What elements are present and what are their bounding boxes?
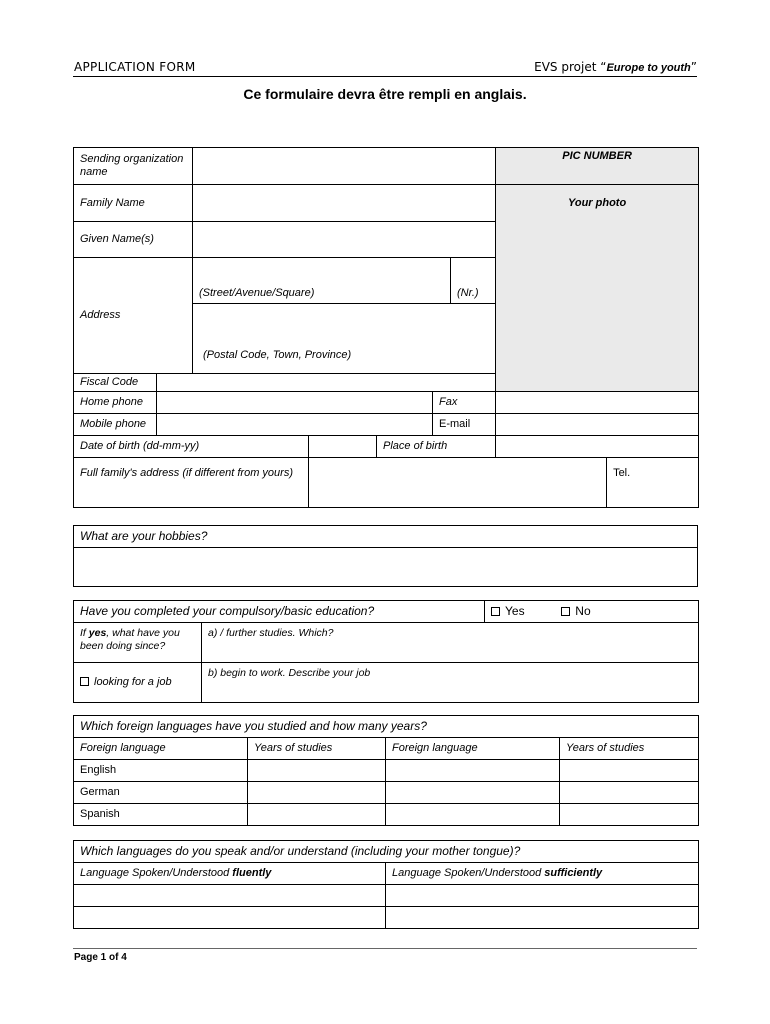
personal-data-table	[73, 147, 699, 508]
option-looking-job[interactable]: looking for a job	[74, 663, 202, 703]
input-years-english[interactable]	[248, 760, 386, 782]
label-dob: Date of birth (dd-mm-yy)	[74, 436, 309, 458]
photo-box[interactable]: Your photo	[496, 185, 699, 392]
input-work[interactable]: b) begin to work. Describe your job	[202, 663, 699, 703]
input-given-names[interactable]	[193, 222, 496, 258]
label-mobile-phone: Mobile phone	[74, 414, 157, 436]
education-yes-no	[485, 601, 699, 623]
input-sufficient-1[interactable]	[386, 885, 699, 907]
input-language-extra-1[interactable]	[386, 760, 560, 782]
input-language-extra-2[interactable]	[386, 782, 560, 804]
page-number: Page 1 of 4	[74, 952, 127, 963]
input-sufficient-2[interactable]	[386, 907, 699, 929]
col-fluently: Language Spoken/Understood fluently	[74, 863, 386, 885]
input-years-german[interactable]	[248, 782, 386, 804]
checkbox-yes[interactable]: Yes	[491, 604, 525, 618]
input-email[interactable]	[496, 414, 699, 436]
input-postal[interactable]: (Postal Code, Town, Province)	[193, 304, 496, 374]
input-street[interactable]: (Street/Avenue/Square)	[193, 258, 451, 304]
hobbies-table	[73, 525, 698, 587]
label-home-phone: Home phone	[74, 392, 157, 414]
label-sending-org: Sending organization name	[74, 148, 193, 185]
input-further-studies[interactable]: a) / further studies. Which?	[202, 623, 699, 663]
spoken-question: Which languages do you speak and/or understand (including your mother tongue)?	[74, 841, 699, 863]
label-place-of-birth: Place of birth	[377, 436, 496, 458]
language-row-english: English	[74, 760, 248, 782]
input-fluent-1[interactable]	[74, 885, 386, 907]
col-foreign-language-1: Foreign language	[74, 738, 248, 760]
checkbox-no[interactable]: No	[561, 604, 590, 618]
input-dob[interactable]	[309, 436, 377, 458]
input-years-extra-1[interactable]	[560, 760, 699, 782]
footer-divider	[73, 948, 697, 949]
checkbox-yes-icon[interactable]	[491, 607, 500, 616]
input-sending-org[interactable]	[193, 148, 496, 185]
hobbies-question: What are your hobbies?	[74, 526, 698, 548]
foreign-question: Which foreign languages have you studied and how many years?	[74, 716, 699, 738]
input-years-extra-3[interactable]	[560, 804, 699, 826]
input-mobile-phone[interactable]	[157, 414, 433, 436]
input-fiscal-code[interactable]	[157, 374, 496, 392]
checkbox-no-icon[interactable]	[561, 607, 570, 616]
label-address: Address	[74, 258, 193, 374]
pic-number-box[interactable]: PIC NUMBER	[496, 148, 699, 185]
project-label: EVS projet “Europe to youth”	[534, 60, 697, 74]
form-label: APPLICATION FORM	[74, 60, 196, 74]
label-given-names: Given Name(s)	[74, 222, 193, 258]
input-language-extra-3[interactable]	[386, 804, 560, 826]
input-place-of-birth[interactable]	[496, 436, 699, 458]
label-family-name: Family Name	[74, 185, 193, 222]
col-years-2: Years of studies	[560, 738, 699, 760]
input-family-address[interactable]	[309, 458, 607, 508]
input-fax[interactable]	[496, 392, 699, 414]
col-sufficiently: Language Spoken/Understood sufficiently	[386, 863, 699, 885]
input-street-nr[interactable]: (Nr.)	[451, 258, 496, 304]
label-fiscal-code: Fiscal Code	[74, 374, 157, 392]
input-hobbies[interactable]	[74, 548, 698, 587]
col-foreign-language-2: Foreign language	[386, 738, 560, 760]
label-email: E-mail	[433, 414, 496, 436]
education-question: Have you completed your compulsory/basic education?	[74, 601, 485, 623]
label-family-address: Full family's address (if different from yours)	[74, 458, 309, 508]
page-title: Ce formulaire devra être rempli en anglais.	[243, 86, 527, 102]
language-row-german: German	[74, 782, 248, 804]
header-divider	[73, 76, 697, 77]
label-fax: Fax	[433, 392, 496, 414]
input-home-phone[interactable]	[157, 392, 433, 414]
col-years-1: Years of studies	[248, 738, 386, 760]
label-tel: Tel.	[607, 458, 699, 508]
foreign-languages-table	[73, 715, 699, 826]
checkbox-looking-icon[interactable]	[80, 677, 89, 686]
education-table	[73, 600, 699, 703]
language-row-spanish: Spanish	[74, 804, 248, 826]
spoken-languages-table	[73, 840, 699, 929]
label-if-yes: If yes, what have you been doing since?	[74, 623, 202, 663]
input-family-name[interactable]	[193, 185, 496, 222]
input-years-spanish[interactable]	[248, 804, 386, 826]
input-fluent-2[interactable]	[74, 907, 386, 929]
input-years-extra-2[interactable]	[560, 782, 699, 804]
